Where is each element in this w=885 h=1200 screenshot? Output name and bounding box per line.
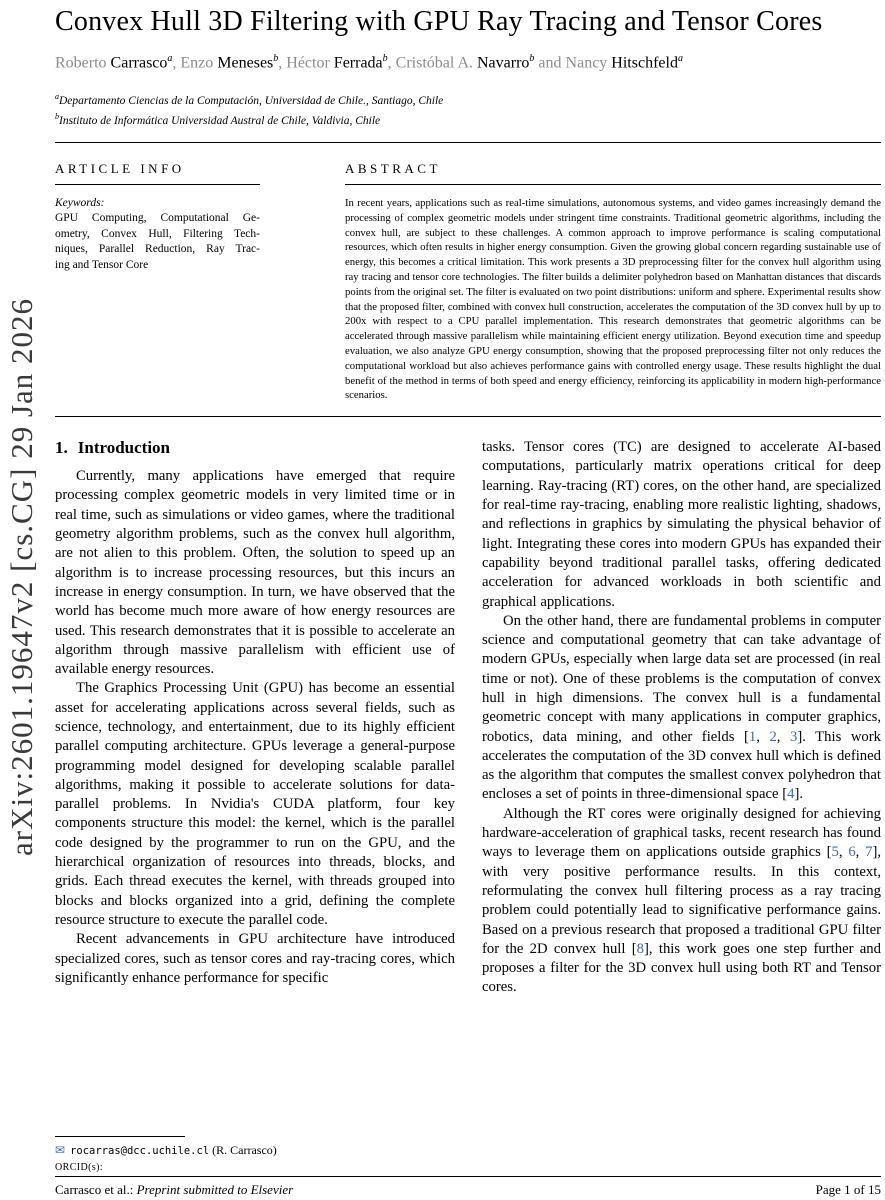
footer-running-title: Carrasco et al.: Preprint submitted to Elsevier — [55, 1182, 294, 1197]
body-paragraph: Recent advancements in GPU architecture have introduced specialized cores, such as tensor cores and ray-tracing cores, which significantly enhance performance for specific — [55, 931, 455, 986]
body-columns — [55, 438, 881, 998]
author-separator: , — [387, 54, 396, 72]
abstract-column — [345, 156, 881, 403]
page-footer — [55, 1176, 881, 1198]
affiliation: $^b$Instituto de Informática Universidad Austral de Chile, Valdivia, Chile — [55, 112, 381, 127]
author-first-name: Enzo — [180, 54, 218, 72]
affiliation-list — [55, 89, 881, 129]
author-last-name: Ferrada — [333, 54, 383, 72]
corresponding-author-line — [55, 1143, 455, 1158]
citation-link[interactable]: 7 — [865, 844, 873, 861]
citation-link[interactable]: 8 — [636, 940, 644, 957]
mid-divider — [55, 416, 881, 417]
left-column — [55, 438, 455, 998]
orcid-label: ORCID(s): — [55, 1162, 104, 1173]
keyword-line: ometry, Convex Hull, Filtering Tech- — [55, 227, 260, 240]
author-email-name: (R. Carrasco) — [209, 1143, 277, 1157]
arxiv-watermark: arXiv:2601.19647v2 [cs.CG] 29 Jan 2026 — [4, 297, 39, 857]
citation-link[interactable]: 6 — [848, 844, 856, 861]
affiliation: $^a$Departamento Ciencias de la Computación, Universidad de Chile., Santiago, Chile — [55, 92, 444, 108]
author-separator: and — [534, 54, 566, 72]
abstract-heading-rule — [345, 184, 881, 185]
body-paragraph: Although the RT cores were originally designed for achieving hardware-acceleration of graphical tasks, recent research has found ways to leverage them on applications outside graphics [5, 6, 7], with very positive performance results. In this context, reformulating the convex hull filtering process as a ray tracing problem could potentially lead to significative performance gains. Based on a previous research that proposed a traditional GPU filter for the 2D convex hull [8], this work goes one step further and proposes a filter for the 3D convex hull using both RT and Tensor cores. — [482, 805, 882, 996]
page-number: Page 1 of 15 — [815, 1182, 881, 1197]
right-column — [482, 438, 881, 998]
author-affiliation-mark: a — [167, 53, 173, 64]
citation-link[interactable]: 2 — [769, 728, 777, 745]
article-info-heading: ARTICLE INFO — [55, 160, 185, 176]
author-email-link[interactable]: rocarras@dcc.uchile.cl — [70, 1145, 210, 1157]
author-first-name: Nancy — [565, 54, 612, 72]
section-title: Introduction — [77, 438, 171, 458]
body-paragraph: The Graphics Processing Unit (GPU) has become an essential asset for accelerating applications across several fields, such as science, technology, and entertainment, due to its highly efficient parallel computing architecture. GPUs leverage a general-purpose programming model designed for developing scalable parallel algorithms, making it possible to accelerate solutions for data-parallel problems. In Nvidia's CUDA platform, four key components structure this model: the kernel, which is the parallel code designed by the programmer to run on the GPU, and the hierarchical organization of resources into threads, blocks, and grids. Each thread executes the kernel, with threads grouped into blocks and blocks organized into a grid, defining the complete resource structure to execute the parallel code. — [55, 680, 455, 928]
author-affiliation-mark: b — [382, 53, 388, 64]
footnote-block — [55, 1136, 455, 1173]
author-first-name: Héctor — [286, 54, 334, 72]
abstract-heading: ABSTRACT — [345, 160, 441, 176]
section-number: 1. — [55, 438, 68, 458]
author-line — [55, 53, 881, 72]
author-affiliation-mark: a — [677, 53, 683, 64]
author-last-name: Carrasco — [110, 54, 168, 72]
keyword-line: ing and Tensor Core — [55, 258, 149, 271]
article-info-column — [55, 156, 260, 403]
body-paragraph: tasks. Tensor cores (TC) are designed to accelerate AI-based computations, particularly matrix operations critical for deep learning. Ray-tracing (RT) cores, on the other hand, are specialized for real-time ray-tracing, enabling more realistic lighting, shadows, and reflections in graphics by simulating the physical behavior of light. Integrating these cores into modern GPUs has expanded their capability beyond traditional parallel tasks, offering dedicated acceleration for advanced workloads in both scientific and graphical applications. — [482, 439, 881, 610]
intro-left-column-paragraphs — [55, 467, 455, 988]
author-last-name: Navarro — [477, 54, 530, 72]
author-affiliation-mark: b — [273, 53, 279, 64]
top-divider — [55, 142, 881, 143]
keyword-line: GPU Computing, Computational Ge- — [55, 212, 260, 225]
keywords-label: Keywords: — [55, 196, 105, 209]
author-last-name: Meneses — [217, 54, 274, 72]
section-heading-introduction — [55, 438, 455, 458]
citation-link[interactable]: 1 — [748, 728, 757, 745]
paper-title: Convex Hull 3D Filtering with GPU Ray Tracing and Tensor Cores — [55, 6, 823, 37]
citation-link[interactable]: 4 — [787, 786, 795, 803]
footnote-rule — [55, 1136, 185, 1137]
author-first-name: Roberto — [55, 54, 111, 72]
citation-link[interactable]: 5 — [831, 844, 839, 861]
keyword-line: niques, Parallel Reduction, Ray Trac- — [55, 243, 260, 256]
author-separator: , — [172, 54, 181, 72]
citation-link[interactable]: 3 — [790, 728, 798, 745]
footer-divider — [55, 1176, 881, 1177]
body-paragraph: Currently, many applications have emerged that require processing complex geometric models in very limited time or in real time, such as simulations or video games, where the traditional geometry algorithm problems, such as the convex hull algorithm, are not alien to this problem. Often, the solution to speed up an algorithm is to increase processing resources, but this incurs an increase in energy consumption. In turn, we have observed that the world has become much more aware of how energy resources are used. This research demonstrates that it is possible to accelerate an algorithm through massive parallelism with efficient use of available energy resources. — [55, 468, 455, 678]
intro-right-column-paragraphs — [482, 438, 881, 998]
author-first-name: Cristóbal A. — [395, 54, 477, 72]
info-abstract-section — [55, 156, 881, 403]
article-info-heading-rule — [55, 184, 260, 185]
body-paragraph: On the other hand, there are fundamental problems in computer science and computational geometry that can take advantage of modern GPUs, especially when large data set are processed (in real time or not). One of these problems is the computation of convex hull in high dimensions. The convex hull is a fundamental geometric concept with many applications in computer graphics, robotics, data mining, and other fields [1, 2, 3]. This work accelerates the computation of the 3D convex hull which is defined as the algorithm that computes the smallest convex polyhedron that encloses a set of points in three-dimensional space [4]. — [482, 612, 882, 803]
author-separator: , — [278, 54, 287, 72]
email-envelope-icon: ✉ — [55, 1143, 66, 1157]
abstract-text: In recent years, applications such as real-time simulations, autonomous systems, and video games increasingly demand the processing of complex geometric models under stringent time constraints. Traditional geometric algorithms, including the convex hull, are subject to these challenges. A common approach to improve performance is scaling computational resources, which often results in higher energy consumption. Given the growing global concern regarding sustainable use of energy, this becomes a critical limitation. This work presents a 3D preprocessing filter for the convex hull algorithm using ray tracing and tensor core technologies. The filter builds a delimiter polyhedron based on Manhattan distances that discards points from the original set. The filter is evaluated on two point distributions: uniform and sphere. Experimental results show that the proposed filter, combined with convex hull construction, accelerates the computation of the 3D convex hull by up to 200x with respect to a CPU parallel implementation. This research demonstrates that geometric algorithms can be accelerated through massive parallelism while maintaining efficient energy utilization. Beyond execution time and speedup evaluation, we also analyze GPU energy consumption, showing that the proposed preprocessing filter not only reduces the computational workload but also achieves performance gains with controlled energy usage. These results highlight the dual benefit of the method in terms of both speed and energy efficiency, reinforcing its applicability in modern high-performance scenarios. — [345, 196, 881, 402]
keywords-text — [55, 211, 260, 273]
author-last-name: Hitschfeld — [611, 54, 678, 72]
author-affiliation-mark: b — [529, 53, 535, 64]
